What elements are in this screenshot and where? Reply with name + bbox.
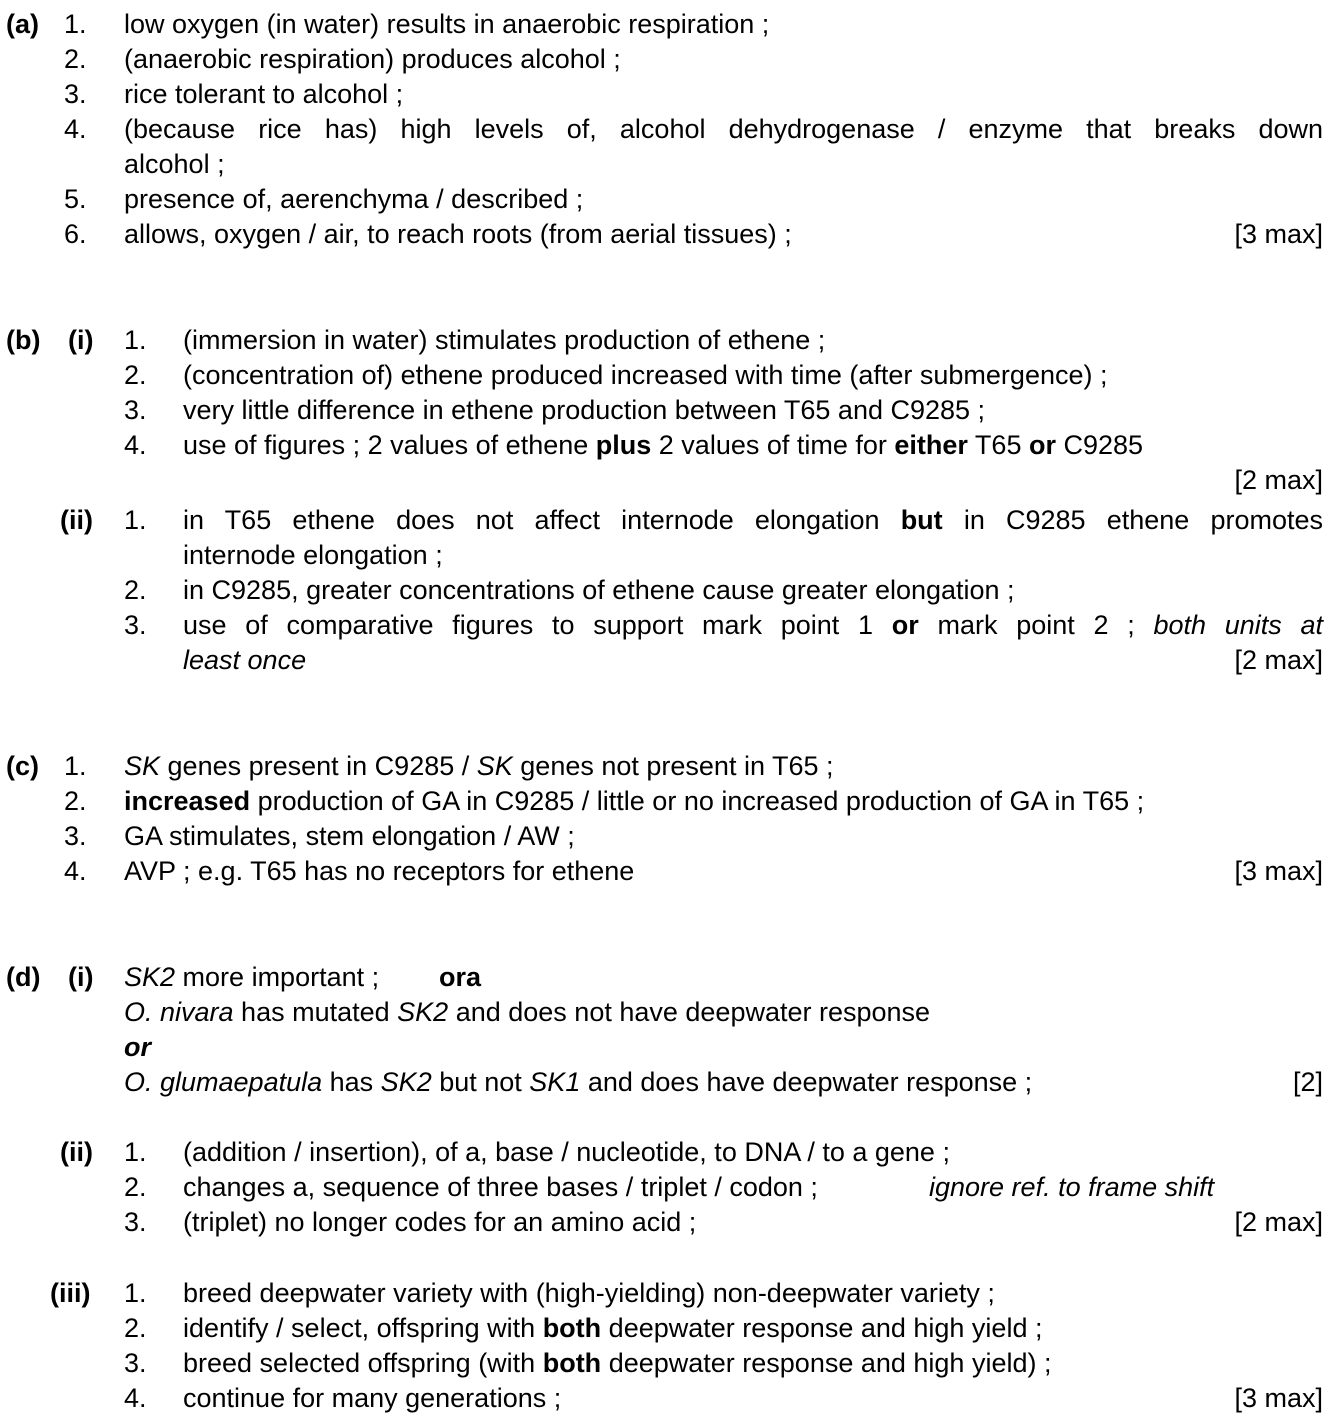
species-name: O. nivara <box>124 997 234 1027</box>
point-text <box>183 1313 1042 1343</box>
marks-allocation: [3 max] <box>1234 1383 1323 1413</box>
point-number: 3. <box>124 610 147 640</box>
gene-name: SK2 <box>380 1067 432 1097</box>
point-text-line1: (because rice has) high levels of, alcohol dehydrogenase / enzyme that breaks down <box>124 114 1323 144</box>
text-run: has mutated <box>233 997 398 1027</box>
point-number: 4. <box>124 430 147 460</box>
point-number: 3. <box>124 1207 147 1237</box>
gene-name: SK <box>476 751 513 781</box>
gene-name: SK1 <box>529 1067 581 1097</box>
point-text: GA stimulates, stem elongation / AW ; <box>124 821 575 851</box>
point-number: 1. <box>64 9 87 39</box>
point-number: 2. <box>64 786 87 816</box>
text-run: C9285 <box>1055 430 1144 460</box>
bold-keyword: both <box>542 1313 602 1343</box>
point-text: low oxygen (in water) results in anaerobic respiration ; <box>124 9 770 39</box>
point-number: 3. <box>64 79 87 109</box>
marks-allocation: [2 max] <box>1234 465 1323 495</box>
subpart-ii-label: (ii) <box>60 1137 93 1167</box>
or-keyword: or <box>124 1032 151 1062</box>
text-run: breed selected offspring (with <box>183 1348 543 1378</box>
text-run: more important ; <box>175 962 380 992</box>
text-run: in C9285 ethene promotes <box>942 505 1323 535</box>
point-number: 3. <box>124 395 147 425</box>
point-number: 5. <box>64 184 87 214</box>
bold-keyword: or <box>891 610 919 640</box>
examiner-note: both units at <box>1153 610 1323 640</box>
section-b-label: (b) <box>6 325 41 355</box>
text-run: genes present in C9285 / <box>160 751 477 781</box>
marks-allocation: [2 max] <box>1234 1207 1323 1237</box>
point-number: 3. <box>64 821 87 851</box>
marks-allocation: [3 max] <box>1234 219 1323 249</box>
point-number: 2. <box>124 360 147 390</box>
point-number: 1. <box>124 505 147 535</box>
point-text: allows, oxygen / air, to reach roots (from aerial tissues) ; <box>124 219 792 249</box>
gene-name: SK2 <box>124 962 176 992</box>
subpart-iii-label: (iii) <box>50 1278 91 1308</box>
bold-keyword: either <box>894 430 968 460</box>
point-number: 1. <box>124 1278 147 1308</box>
point-text: in C9285, greater concentrations of ethene cause greater elongation ; <box>183 575 1015 605</box>
examiner-note: ignore ref. to frame shift <box>929 1172 1215 1202</box>
point-text-line2: internode elongation ; <box>183 540 443 570</box>
point-text <box>183 1348 1051 1378</box>
marks-allocation: [3 max] <box>1234 856 1323 886</box>
section-c-label: (c) <box>6 751 39 781</box>
text-run: and does have deepwater response ; <box>580 1067 1033 1097</box>
point-number: 4. <box>124 1383 147 1413</box>
text-run: deepwater response and high yield ; <box>601 1313 1043 1343</box>
gene-name: SK2 <box>397 997 449 1027</box>
answer-line <box>124 962 379 992</box>
bold-keyword: both <box>542 1348 602 1378</box>
text-run: identify / select, offspring with <box>183 1313 543 1343</box>
subpart-i-label: (i) <box>68 325 94 355</box>
bold-keyword: or <box>1028 430 1056 460</box>
examiner-note-line2: least once <box>183 645 307 675</box>
section-d-label: (d) <box>6 962 41 992</box>
point-text: (concentration of) ethene produced increased with time (after submergence) ; <box>183 360 1108 390</box>
text-run: 2 values of time for <box>651 430 895 460</box>
species-name: O. glumaepatula <box>124 1067 323 1097</box>
text-run: production of GA in C9285 / little or no increased production of GA in T65 ; <box>250 786 1145 816</box>
text-run: but not <box>431 1067 530 1097</box>
answer-line <box>124 997 930 1027</box>
subpart-i-label: (i) <box>68 962 94 992</box>
point-number: 2. <box>124 1313 147 1343</box>
point-text: very little difference in ethene production between T65 and C9285 ; <box>183 395 986 425</box>
point-text: rice tolerant to alcohol ; <box>124 79 404 109</box>
point-text: AVP ; e.g. T65 has no receptors for ethene <box>124 856 635 886</box>
text-run: and does not have deepwater response <box>448 997 931 1027</box>
bold-keyword: plus <box>595 430 652 460</box>
text-run: mark point 2 ; <box>918 610 1135 640</box>
point-text <box>124 786 1144 816</box>
point-text-line1 <box>183 505 1323 535</box>
text-run: has <box>322 1067 381 1097</box>
point-number: 2. <box>64 44 87 74</box>
bold-keyword: but <box>900 505 943 535</box>
answer-line <box>124 1067 1032 1097</box>
text-run: in T65 ethene does not affect internode elongation <box>183 505 901 535</box>
text-run: deepwater response and high yield) ; <box>601 1348 1052 1378</box>
bold-keyword: increased <box>124 786 251 816</box>
point-text: breed deepwater variety with (high-yielding) non-deepwater variety ; <box>183 1278 995 1308</box>
text-run: use of figures ; 2 values of ethene <box>183 430 596 460</box>
marks-allocation: [2] <box>1292 1067 1323 1097</box>
subpart-ii-label: (ii) <box>60 505 93 535</box>
point-number: 1. <box>64 751 87 781</box>
point-text: continue for many generations ; <box>183 1383 562 1413</box>
point-text-line2: alcohol ; <box>124 149 225 179</box>
point-text: (triplet) no longer codes for an amino acid ; <box>183 1207 697 1237</box>
text-run: T65 <box>967 430 1029 460</box>
point-number: 4. <box>64 856 87 886</box>
point-text: changes a, sequence of three bases / triplet / codon ; <box>183 1172 818 1202</box>
text-run: genes not present in T65 ; <box>512 751 834 781</box>
text-run: use of comparative figures to support mark point 1 <box>183 610 892 640</box>
point-number: 6. <box>64 219 87 249</box>
ora-keyword: ora <box>439 962 482 992</box>
marks-allocation: [2 max] <box>1234 645 1323 675</box>
point-number: 1. <box>124 325 147 355</box>
point-text: presence of, aerenchyma / described ; <box>124 184 584 214</box>
point-text: (addition / insertion), of a, base / nucleotide, to DNA / to a gene ; <box>183 1137 950 1167</box>
section-a-label: (a) <box>6 9 39 39</box>
point-text <box>183 430 1143 460</box>
point-number: 4. <box>64 114 87 144</box>
point-text: (immersion in water) stimulates production of ethene ; <box>183 325 826 355</box>
point-number: 2. <box>124 1172 147 1202</box>
point-text <box>124 751 834 781</box>
point-number: 1. <box>124 1137 147 1167</box>
point-text: (anaerobic respiration) produces alcohol ; <box>124 44 621 74</box>
point-text-line1 <box>183 610 1323 640</box>
point-number: 3. <box>124 1348 147 1378</box>
point-number: 2. <box>124 575 147 605</box>
gene-name: SK <box>124 751 161 781</box>
